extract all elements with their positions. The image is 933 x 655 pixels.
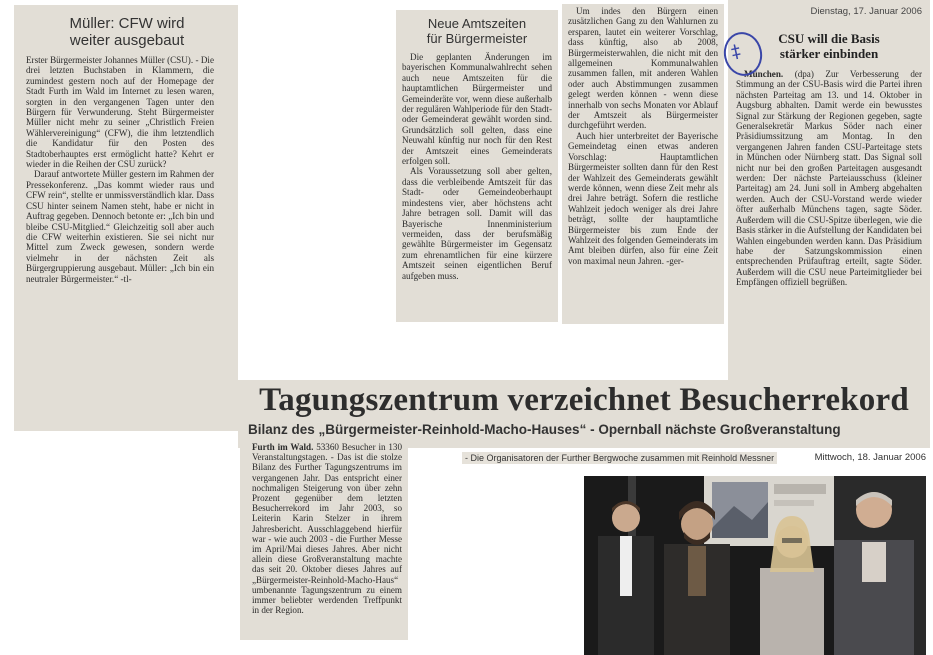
article-cfw-body	[26, 55, 214, 284]
article-amtszeiten-continued-body	[568, 6, 718, 266]
paragraph: Darauf antwortete Müller gestern im Rahmen der Pressekonferenz. „Das kommt wieder raus und CFW rein“, stellte er unmissverständlich klar. Dass CSU hinter seinem Namen steht, habe er nicht in Auftrag gegeben. Dennoch betonte er: „Ich bin und bleibe CSU-Mitglied.“ Gleichzeitig soll aber auch die CFW weiterhin existieren. Sie sei nicht nur Mittel zum Zweck gewesen, sondern werde vielmehr in der nächsten Zeit als Bürgergruppierung ausgebaut. Müller: „Ich bin ein neutraler Bürgermeister.“ -tl-	[26, 169, 214, 284]
dateline-city: Furth im Wald.	[252, 442, 314, 452]
headline-line-1: Müller: CFW wird	[69, 15, 185, 32]
main-article-text	[252, 442, 402, 615]
group-photo-illustration	[584, 476, 926, 655]
article-amtszeiten	[396, 10, 558, 322]
paragraph-text: 53360 Besucher in 130 Veranstaltungstagen. - Das ist die stolze Bilanz des Further Tagungszentrums im vergangenen Jahr. Das entspricht einer nochmaligen Steigerung von über zehn Prozent gegenüber dem letzten Besucherrekord im Jahr 2003, so Leiterin Karin Stelzer in ihrem Jahresbericht. Ausschlaggebend hierfür war - wie auch 2003 - die Further Messe im April/Mai dieses Jahres. Aber nicht allein diese Großveranstaltung machte das seit 20. Oktober dieses Jahres auf „Bürgermeister-Reinhold-Macho-Haus“ umbenannte Tagungszentrum zu einem immer beliebter werdenden Treffpunkt in der Region.	[252, 442, 402, 616]
headline-line-1: Neue Amtszeiten	[427, 16, 527, 31]
dateline-city: München.	[744, 69, 784, 79]
paragraph: Erster Bürgermeister Johannes Müller (CSU). - Die drei letzten Buchstaben in Klammern, die zumindest gestern noch auf der Homepage der Stadt Furth im Wald im Internet zu lesen waren, sorgten in den vergangenen Tagen unter den Bürgern für Verwunderung. Steht Bürgermeister Müller nicht mehr zu seiner „Christlich Freien Wählervereinigung“ (CFW), die ihm letztendlich die Kandidatur für den Posten des Stadtoberhauptes erst ermöglicht hatte? Kehrt er wieder in die Reihen der CSU zurück?	[26, 55, 214, 170]
paragraph-text: (dpa) Zur Verbesserung der Stimmung an der CSU-Basis wird die Partei ihren nächsten Parteitag am 13. und 14. Oktober in Augsburg abhalten. Damit werde ein bewusstes Signal zur Stärkung der Regionen gegeben, sagte Generalsekretär Markus Söder nach einer Präsidiumssitzung am Montag. In den vergangenen Jahren fanden CSU-Parteitage stets in München oder Nürnberg statt. Das Signal soll nicht nur bei den großen Parteitagen ausgesandt werden: Der nächste Parteiausschuss (kleiner Parteitag) am 24. Juni soll in Amberg abgehalten werden. Auch der CSU-Vorstand werde wieder öfter außerhalb Münchens tagen, sagte Söder. Außerdem will die CSU-Spitze überlegen, wie die Basis stärker in die Aufstellung der Kandidaten bei Wahlen eingebunden werden kann. Das Präsidium habe der Satzungskommission einen entsprechenden Prüfauftrag erteilt, sagte Söder. Außerdem will die CSU neue Parteimitglieder bei Empfängen offiziell begrüßen.	[736, 69, 922, 288]
dateline: Mittwoch, 18. Januar 2006	[814, 452, 926, 463]
article-amtszeiten-body	[402, 52, 552, 281]
article-amtszeiten-headline	[402, 16, 552, 46]
paragraph	[252, 442, 402, 615]
headline-line-2: für Bürgermeister	[426, 31, 528, 46]
paragraph	[736, 69, 922, 288]
paragraph: Als Voraussetzung soll aber gelten, dass die verbleibende Amtszeit für das Stadt- oder Gemeindeoberhaupt mindestens vier, aber höchstens acht Jahre betragen soll. Damit will das Bayerische Innenministerium vermeiden, dass der berufsmäßig gewählte Bürgermeister im Gegensatz zum ehrenamtlichen für eine kürzere Amtszeit seinen eigentlichen Beruf aufgeben muss.	[402, 166, 552, 281]
main-subheadline: Bilanz des „Bürgermeister-Reinhold-Macho-Hauses“ - Opernball nächste Großveranstaltung	[248, 422, 841, 437]
photo-caption: - Die Organisatoren der Further Bergwoche zusammen mit Reinhold Messner	[462, 452, 777, 464]
headline-line-1: CSU will die Basis	[778, 31, 880, 46]
article-cfw	[14, 5, 238, 431]
article-amtszeiten-continued	[562, 4, 724, 324]
main-article-body	[240, 440, 408, 640]
article-cfw-headline	[26, 15, 228, 49]
paragraph: Die geplanten Änderungen im bayerischen Kommunalwahlrecht sehen auch neue Amtszeiten für die hauptamtlichen Bürgermeister und Gemeinderäte vor, wenn diese außerhalb der regulären Wahlperiode für den Stadt- oder Gemeinderat gewählt worden sind. Grundsätzlich soll gelten, dass eine Neuwahl künftig nur noch für den Rest der Amtszeit eines Gemeinderats erfolgen soll.	[402, 52, 552, 167]
paragraph: Um indes den Bürgern einen zusätzlichen Gang zu den Wahlurnen zu ersparen, lautet ein weiterer Vorschlag, dass künftig, also ab 2008, Bürgermeisterwahlen, die nicht mit den allgemeinen Kommunalwahlen zusammen fallen, mit anderen Wahlen oder auch Abstimmungen zusammen gelegt werden können - wenn diese innerhalb von sechs Monaten vor Ablauf der Amtszeit als Bürgermeister durchgeführt werden.	[568, 6, 718, 131]
headline-line-2: weiter ausgebaut	[69, 32, 185, 49]
photo-caption-strip	[460, 450, 930, 468]
dateline: Dienstag, 17. Januar 2006	[810, 6, 922, 17]
article-csu-headline	[736, 31, 922, 61]
main-article-header	[238, 380, 930, 448]
headline-line-2: stärker einbinden	[779, 46, 879, 61]
paragraph: Auch hier unterbreitet der Bayerische Gemeindetag einen etwas anderen Vorschlag: Hauptamtlichen Bürgermeister sollten dann für den Rest der Wahlzeit des Gemeinderats gewählt werde können, wenn diese Zeit mehr als drei Jahre beträgt. Sofern die restliche Wahlzeit jedoch weniger als drei Jahre beträgt, sollte der hauptamtliche Bürgermeister bis zum Ende der Wahlzeit des folgenden Gemeinderats im Amt bleiben dürfen, also für eine Zeit von maximal neun Jahren. -ger-	[568, 130, 718, 266]
group-photo	[584, 476, 926, 655]
handwritten-mark-glyph: ‡	[729, 40, 743, 64]
main-headline: Tagungszentrum verzeichnet Besucherrekord	[259, 382, 909, 418]
article-csu-body	[736, 69, 922, 288]
